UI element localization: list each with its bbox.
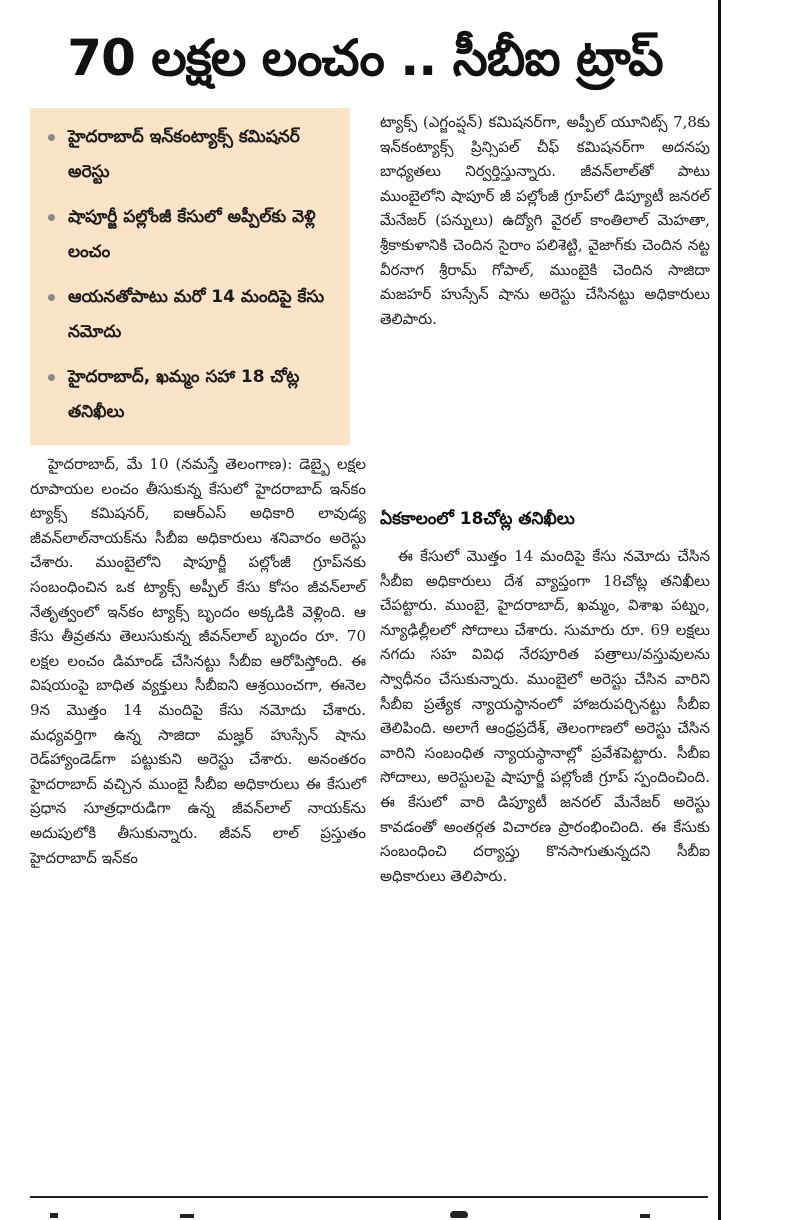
highlight-text: హైదరాబాద్ ఇన్‌కంట్యాక్స్ కమిషనర్ అరెస్టు <box>68 127 300 182</box>
bullet-icon <box>48 294 55 301</box>
column-divider-rule <box>718 0 721 1220</box>
bullet-icon <box>48 214 55 221</box>
bottom-rule <box>30 1196 708 1198</box>
article-body-right-bottom: ఈ కేసులో మొత్తం 14 మందిపై కేసు నమోదు చేసిన సీబీఐ అధికారులు దేశ వ్యాప్తంగా 18చోట్ల తనిఖీలు చేపట్టారు. ముంబై, హైదరాబాద్, ఖమ్మం, విశాఖ పట్నం, న్యూఢిల్లీలలో సోదాలు చేశారు. సుమారు రూ. 69 లక్షలు నగదు సహ వివిధ నేరపూరిత పత్రాలు/వస్తువులను స్వాధీనం చేసుకున్నారు. ముంబైలో అరెస్టు చేసిన వారిని సీబీఐ ప్రత్యేక న్యాయస్థానంలో హాజరుపర్చినట్టు సీబీఐ తెలిపింది. అలాగే ఆంధ్రప్రదేశ్, తెలంగాణలో అరెస్టు చేసిన వారిని సంబంధిత న్యాయస్థానాల్లో ప్రవేశపెట్టారు. సీబీఐ సోదాలు, అరెస్టులపై షాపూర్జీ పల్లోంజీ గ్రూప్ స్పందించింది. ఈ కేసులో వారి డిప్యూటీ జనరల్ మేనేజర్ అరెస్టు కావడంతో అంతర్గత విచారణ ప్రారంభించింది. ఈ కేసుకు సంబంధించి దర్యాప్తు కొనసాగుతున్నదని సీబీఐ అధికారులు తెలిపారు. <box>380 547 710 885</box>
bullet-icon <box>48 374 55 381</box>
highlight-item <box>46 120 338 190</box>
section-subheading: ఏకకాలంలో 18చోట్ల తనిఖీలు <box>380 509 575 529</box>
bullet-icon <box>48 134 55 141</box>
highlights-box <box>30 108 350 445</box>
article-body-right-top: ట్యాక్స్ (ఎగ్జంప్షన్) కమిషనర్‌గా, అప్పీల్ యూనిట్స్ 7,8కు ఇన్‌కంట్యాక్స్ ప్రిన్సిపల్ చీఫ్ కమిషనర్‌గా అదనపు బాధ్యతలు నిర్వర్తిస్తున్నారు. జీవన్‌లాల్‌తో పాటు ముంబైలోని షాపూర్ జీ పల్లోంజీ గ్రూప్‌లో డిప్యూటీ జనరల్ మేనేజర్ (పన్నులు) ఉద్యోగి వైరల్ కాంతిలాల్ మెహతా, శ్రీకాకుళానికి చెందిన సైరాం పలిశెట్టి, వైజాగ్‌కు చెందిన నట్ట వీరనాగ శ్రీరామ్ గోపాల్, ముంబైకి చెందిన సాజిదా మజహర్ హుస్సేన్ షాను అరెస్టు చేసినట్టు అధికారులు తెలిపారు. <box>380 113 710 328</box>
headline: 70 లక్షల లంచం .. సీబీఐ ట్రాప్ <box>67 29 663 87</box>
highlight-item <box>46 200 338 270</box>
highlight-text: హైదరాబాద్, ఖమ్మం సహా 18 చోట్ల తనిఖీలు <box>68 367 300 422</box>
article-body-left: హైదరాబాద్, మే 10 (నమస్తే తెలంగాణ): డెబ్బై లక్షల రూపాయల లంచం తీసుకున్న కేసులో హైదరాబాద్ ఇన్‌కం ట్యాక్స్ కమిషనర్, ఐఆర్ఎస్ అధికారి లావుడ్య జీవన్‌లాల్‌నాయక్‌ను సీబీఐ అధికారులు శనివారం అరెస్టు చేశారు. ముంబైలోని షాపూర్జీ పల్లోంజీ గ్రూప్‌నకు సంబంధించిన ఒక ట్యాక్స్ అప్పీల్ కేసు కోసం జీవన్‌లాల్ నేతృత్వంలో ఇన్‌కం ట్యాక్స్ బృందం అక్కడికి వెళ్లింది. ఆ కేసు తీవ్రతను తెలుసుకున్న జీవన్‌లాల్ బృందం రూ. 70 లక్షల లంచం డిమాండ్ చేసినట్టు సీబీఐ ఆరోపిస్తోంది. ఈ విషయంపై బాధిత వ్యక్తులు సీబీఐని ఆశ్రయించగా, ఈనెల 9న మొత్తం 14 మందిపై కేసు నమోదు చేశారు. మధ్యవర్తిగా ఉన్న సాజిదా మజ్హర్ హుస్సేన్ షాను రెడ్‌హ్యాండెడ్‌గా పట్టుకుని అరెస్టు చేశారు. అనంతరం హైదరాబాద్ వచ్చిన ముంబై సీబీఐ అధికారులు ఈ కేసులో ప్రధాన సూత్రధారుడిగా ఉన్న జీవన్‌లాల్ నాయక్‌ను అదుపులోకి తీసుకున్నారు. జీవన్ లాల్ ప్రస్తుతం హైదరాబాద్ ఇన్‌కం <box>30 455 366 867</box>
cropped-next-article-edge <box>30 1204 708 1218</box>
highlight-text: షాపూర్జీ పల్లోంజీ కేసులో అప్పీల్‌కు వెళ్లి లంచం <box>68 207 316 262</box>
cropped-text-fragment-icon <box>30 1205 708 1218</box>
highlight-item <box>46 360 338 430</box>
highlight-item <box>46 280 338 350</box>
highlight-text: ఆయనతోపాటు మరో 14 మందిపై కేసు నమోదు <box>68 287 325 342</box>
